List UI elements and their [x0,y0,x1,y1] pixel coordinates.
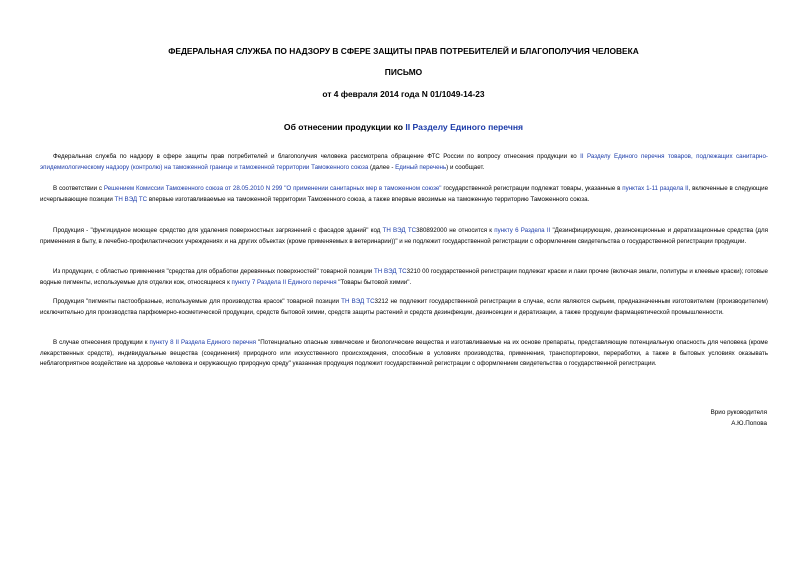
document-subject [0,122,807,132]
p4-text-1: Из продукции, с областью применения "средства для обработки деревянных поверхностей" товарной позиции [53,268,375,275]
p4-link-tn-ved[interactable]: ТН ВЭД ТС [374,268,407,275]
p4-text-3: "Товары бытовой химии". [336,278,412,286]
subject-link[interactable]: II Разделу Единого перечня [405,122,524,132]
paragraph-3 [40,226,768,247]
paragraph-4 [40,267,768,288]
p2-text-1: В соответствии с [53,185,104,192]
p4-text-2: 3210 00 государственной регистрации подлежат краски и лаки прочие (включая эмали, политуры и клеевые краски); готовые водные пигменты, используемые для отделки кож, относящиеся к [40,268,768,286]
p2-link-items-1-11[interactable]: пунктах 1-11 раздела II [622,185,689,192]
p6-link-item-8[interactable]: пункту 8 II Раздела Единого перечня [149,339,256,346]
p3-text-1: Продукция - "фунгицидное моющее средство для удаления поверхностных загрязнений с фасадов зданий" код [53,227,383,234]
p1-link-unified-list[interactable]: Единый перечень [395,163,447,171]
p3-link-tn-ved[interactable]: ТН ВЭД ТС [382,227,417,234]
signature-name: А.Ю.Попова [731,420,767,427]
document-date-number: от 4 февраля 2014 года N 01/1049-14-23 [322,89,485,99]
p6-text-2: "Потенциально опасные химические и биологические вещества и изготавливаемые на их основе препараты, представляющие потенциальную опасность для человека (кроме лекарственных средств), индивидуальные вещества (соединения) природного или искусственного происхождения, способные в условиях производства, применения, транспортировки, переработки, а также в бытовых условиях оказывать неблагоприятное воздействие на здоровье человека и окружающую природную среду" указанная продукция подлежит государственной регистрации с оформлением свидетельства о государственной регистрации. [40,339,769,368]
p3-link-item-6[interactable]: пункту 6 Раздела II [494,227,551,234]
agency-title: ФЕДЕРАЛЬНАЯ СЛУЖБА ПО НАДЗОРУ В СФЕРЕ ЗАЩИТЫ ПРАВ ПОТРЕБИТЕЛЕЙ И БЛАГОПОЛУЧИЯ ЧЕЛОВЕКА [168,46,639,56]
p1-link-unified-list-full[interactable]: II Разделу Единого перечня товаров, подлежащих санитарно-эпидемиологическому надзору (контролю) на таможенной границе и таможенной территории Таможенного союза [40,153,768,171]
document-kind: ПИСЬМО [384,67,423,77]
paragraph-5 [40,297,768,318]
p2-link-tn-ved[interactable]: ТН ВЭД ТС [114,195,148,203]
p6-text-1: В случае отнесения продукции к [53,339,150,346]
p2-text-3: , включенные в следующие исчерпывающие позиции [40,185,769,203]
paragraph-1 [40,152,768,173]
paragraph-6 [40,338,768,370]
paragraph-2 [40,184,768,205]
p1-text-1: Федеральная служба по надзору в сфере защиты прав потребителей и благополучия человека рассмотрела обращение ФТС России по вопросу отнесения продукции ко [53,153,581,160]
p3-text-3: "Дезинфицирующие, дезинсекционные и дератизационные средства (для применения в быту, в лечебно-профилактических учреждениях и на других объектах (кроме применяемых в ветеринарии))" и не подлежит государственной регистрации с оформлением свидетельства о государственной регистрации продукции. [40,227,768,245]
p5-link-tn-ved[interactable]: ТН ВЭД ТС [341,298,375,305]
p2-link-decision-299[interactable]: Решением Комиссии Таможенного союза от 28.05.2010 N 299 "О применении санитарных мер в таможенном союзе" [103,185,442,192]
p2-text-2: государственной регистрации подлежат товары, указанные в [441,185,623,192]
p2-text-4: впервые изготавливаемые на таможенной территории Таможенного союза, а также впервые ввозимые на таможенную территорию Таможенного союза. [147,195,590,203]
subject-prefix: Об отнесении продукции ко [283,122,406,132]
p5-text-1: Продукция "пигменты пастообразные, используемые для производства красок" товарной позиции [53,298,342,305]
p4-link-item-7[interactable]: пункту 7 Раздела II Единого перечня [231,278,337,286]
p5-text-2: 3212 не подлежит государственной регистрации в случае, если являются сырьем, предназначенным изготовителем (производителем) исключительно для производства парфюмерно-косметической продукции, средств бытовой химии, средств защиты растений и средств дезинфекции, дезинсекции и дератизации, а также продукции фармацевтической промышленности. [40,298,768,316]
p1-text-2: (далее - [368,163,396,171]
signature-position: Врио руководителя [710,409,767,416]
p3-text-2: 380892000 не относится к [416,227,495,234]
p1-text-3: ) и сообщает. [446,163,485,171]
